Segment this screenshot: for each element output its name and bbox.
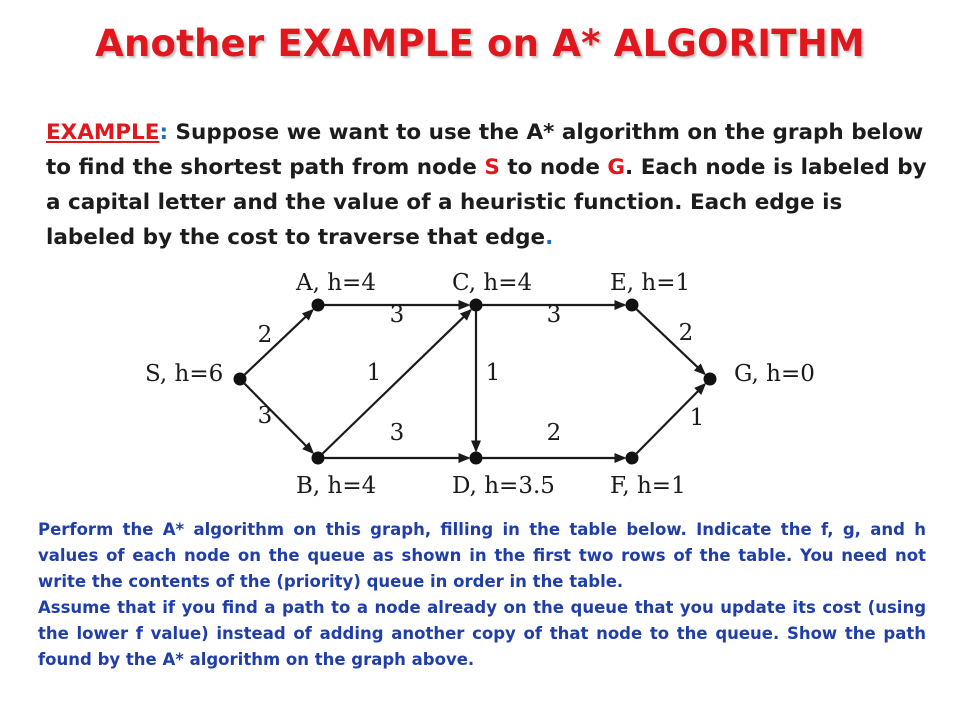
example-keyword: EXAMPLE <box>46 120 160 145</box>
graph-edge-labels <box>258 302 705 446</box>
node-f <box>626 452 639 465</box>
node-label-b: B, h=4 <box>296 473 377 499</box>
edge-s-a <box>245 310 313 374</box>
node-s <box>234 373 247 386</box>
edge-cost-c-e: 3 <box>546 302 562 328</box>
edge-cost-b-d: 3 <box>389 420 405 446</box>
start-node-highlight: S <box>484 155 500 180</box>
intro-text-2: to node <box>499 155 608 180</box>
slide-title: Another EXAMPLE on A* ALGORITHM <box>95 22 865 65</box>
node-label-g: G, h=0 <box>734 361 815 387</box>
edge-cost-c-d: 1 <box>485 360 501 386</box>
node-label-c: C, h=4 <box>452 270 533 296</box>
goal-node-highlight: G <box>607 155 626 180</box>
instructions <box>38 517 926 673</box>
edge-cost-s-a: 2 <box>257 322 273 348</box>
edge-cost-f-g: 1 <box>689 405 705 431</box>
node-c <box>470 299 483 312</box>
instructions-paragraph-1: Perform the A* algorithm on this graph, filling in the table below. Indicate the f, g, and h values of each node on the queue as shown in the first two rows of the table. You need not write the contents of the (priority) queue in order in the table. <box>38 520 926 591</box>
edge-e-g <box>637 309 705 373</box>
edge-cost-s-b: 3 <box>257 403 273 429</box>
graph-diagram <box>130 258 830 504</box>
edge-cost-b-c: 1 <box>366 360 382 386</box>
node-a <box>312 299 325 312</box>
node-label-e: E, h=1 <box>610 270 691 296</box>
node-e <box>626 299 639 312</box>
intro-period: . <box>545 225 554 250</box>
edge-cost-d-f: 2 <box>546 420 562 446</box>
instructions-paragraph-2: Assume that if you find a path to a node already on the queue that you update its cost (using the lower f value) instead of adding another copy of that node to the queue. Show the path found by the A* algorithm on the graph above. <box>38 598 926 669</box>
intro-text-3: . Each node is labeled by a capital letter and the value of a heuristic function. Each edge is labeled by the cost to traverse that edge <box>46 155 927 250</box>
node-g <box>704 373 717 386</box>
example-colon: : <box>159 120 169 145</box>
node-label-f: F, h=1 <box>610 473 686 499</box>
node-label-d: D, h=3.5 <box>452 473 555 499</box>
node-label-s: S, h=6 <box>145 361 224 387</box>
node-d <box>470 452 483 465</box>
edge-cost-e-g: 2 <box>678 320 694 346</box>
node-b <box>312 452 325 465</box>
example-paragraph <box>46 115 936 255</box>
graph-edges <box>245 305 705 458</box>
intro-text-1: Suppose we want to use the A* algorithm on the graph below to find the shortest path from node <box>46 120 924 180</box>
edge-s-b <box>245 384 313 453</box>
edge-cost-a-c: 3 <box>389 302 405 328</box>
node-label-a: A, h=4 <box>296 270 376 296</box>
